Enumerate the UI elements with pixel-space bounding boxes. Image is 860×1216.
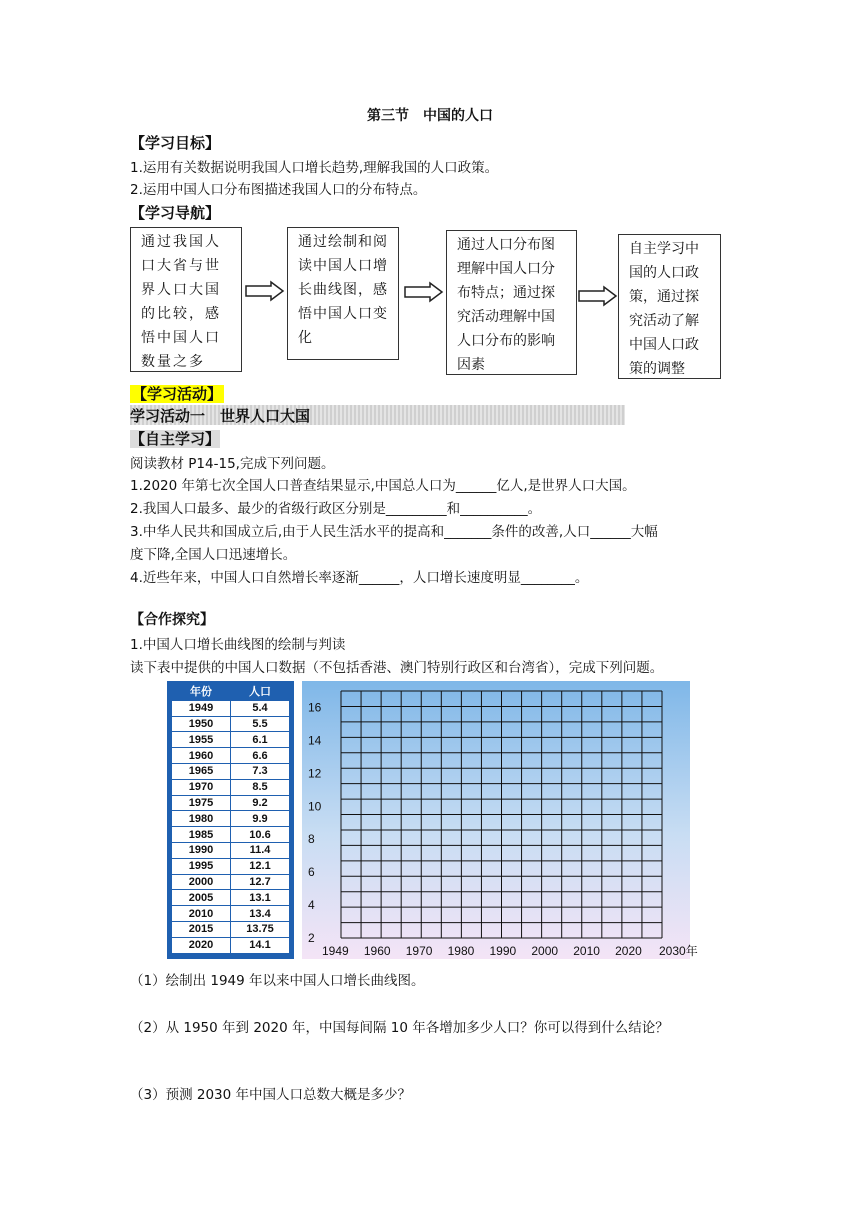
self-study-line: 2.我国人口最多、最少的省级行政区分别是_________和__________。 [130,501,542,517]
cell-population: 10.6 [231,827,290,843]
y-tick-label: 12 [308,766,322,781]
cell-population: 13.75 [231,921,290,937]
table-row [172,763,290,779]
y-tick-label: 10 [308,799,322,814]
y-tick-label: 6 [308,865,315,880]
cell-population: 9.9 [231,811,290,827]
self-study-line: 4.近些年来，中国人口自然增长率逐渐______，人口增长速度明显________。 [130,570,589,586]
population-chart [302,681,698,959]
x-tick-label: 2020 [615,944,642,958]
x-tick-label: 1960 [363,944,391,958]
cell-year: 1995 [172,858,231,874]
activities-header-wrap [130,383,224,404]
table-row [172,748,290,764]
cell-year: 1950 [172,716,231,732]
x-tick-label: 2000 [531,944,559,958]
cell-population: 8.5 [231,779,290,795]
flow-arrow-icon [404,282,444,302]
objectives-header: 【学习目标】 [130,134,221,152]
table-row [172,700,290,716]
self-study-line: 1.2020 年第七次全国人口普查结果显示,中国总人口为______亿人,是世界人口大国。 [130,478,636,494]
cell-population: 13.4 [231,906,290,922]
x-tick-label: 1949 [322,944,349,958]
chart-background [302,681,690,959]
column-header-year: 年份 [172,685,231,701]
table-row [172,890,290,906]
objective-item: 1.运用有关数据说明我国人口增长趋势,理解我国的人口政策。 [130,160,499,176]
y-tick-label: 14 [308,733,322,748]
nav-box-4: 自主学习中国的人口政策，通过探究活动了解中国人口政策的调整 [618,234,721,379]
cell-year: 1949 [172,700,231,716]
cell-year: 1990 [172,842,231,858]
activity1-title: 学习活动一 世界人口大国 [130,407,311,425]
cell-year: 2015 [172,921,231,937]
self-study-line: 3.中华人民共和国成立后,由于人民生活水平的提高和_______条件的改善,人口______大幅 [130,524,658,540]
cell-population: 5.4 [231,700,290,716]
x-tick-label: 1980 [447,944,475,958]
y-tick-label: 8 [308,832,315,847]
flow-arrow-icon [578,286,618,306]
cell-year: 1975 [172,795,231,811]
y-tick-label: 4 [308,898,315,913]
x-tick-label: 1970 [405,944,433,958]
table-row [172,732,290,748]
cell-population: 6.6 [231,748,290,764]
table-row [172,779,290,795]
cell-year: 1970 [172,779,231,795]
table-row [172,858,290,874]
y-tick-label: 2 [308,931,315,945]
coop-header: 【合作探究】 [130,612,214,628]
population-table [167,681,294,959]
cell-year: 1985 [172,827,231,843]
cell-year: 1980 [172,811,231,827]
self-study-wrap [130,428,220,449]
table-row [172,827,290,843]
table-row [172,921,290,937]
table-row [172,937,290,953]
self-study-line: 度下降,全国人口迅速增长。 [130,547,297,563]
cell-population: 12.1 [231,858,290,874]
x-tick-label: 1990 [489,944,517,958]
table-row [172,906,290,922]
cell-population: 11.4 [231,842,290,858]
activities-header: 【学习活动】 [132,385,223,403]
cell-year: 2020 [172,937,231,953]
cell-population: 14.1 [231,937,290,953]
table-row [172,842,290,858]
column-header-population: 人口 [231,685,290,701]
table-row [172,716,290,732]
self-study-header: 【自主学习】 [130,430,221,448]
nav-box-3: 通过人口分布图理解中国人口分布特点；通过探究活动理解中国人口分布的影响因素 [446,230,577,375]
y-tick-label: 16 [308,700,322,715]
chart-svg [302,681,698,959]
table-row [172,874,290,890]
x-tick-label: 2010 [573,944,600,958]
cell-population: 5.5 [231,716,290,732]
coop-title: 1.中国人口增长曲线图的绘制与判读 [130,637,346,653]
cell-year: 1960 [172,748,231,764]
cell-year: 1955 [172,732,231,748]
cell-population: 9.2 [231,795,290,811]
flow-arrow-icon [245,281,285,301]
nav-box-2: 通过绘制和阅读中国人口增长曲线图，感悟中国人口变化 [287,227,399,360]
table-header-row [172,685,290,701]
table-row [172,795,290,811]
self-study-line: 阅读教材 P14-15,完成下列问题。 [130,456,335,472]
question-2: （2）从 1950 年到 2020 年，中国每间隔 10 年各增加多少人口？你可以得到什么结论？ [130,1020,669,1036]
cell-population: 13.1 [231,890,290,906]
cell-year: 2010 [172,906,231,922]
cell-year: 1965 [172,763,231,779]
cell-population: 12.7 [231,874,290,890]
cell-year: 2005 [172,890,231,906]
cell-year: 2000 [172,874,231,890]
question-1: （1）绘制出 1949 年以来中国人口增长曲线图。 [130,973,425,989]
coop-intro: 读下表中提供的中国人口数据（不包括香港、澳门特别行政区和台湾省），完成下列问题。 [130,660,664,676]
page-title: 第三节 中国的人口 [367,108,493,124]
cell-population: 6.1 [231,732,290,748]
question-3: （3）预测 2030 年中国人口总数大概是多少？ [130,1087,412,1103]
objective-item: 2.运用中国人口分布图描述我国人口的分布特点。 [130,182,427,198]
navigation-header: 【学习导航】 [130,204,221,222]
x-tick-label: 2030年 [659,944,698,958]
nav-box-1: 通过我国人口大省与世界人口大国的比较，感悟中国人口数量之多 [130,227,242,372]
table-row [172,811,290,827]
cell-population: 7.3 [231,763,290,779]
